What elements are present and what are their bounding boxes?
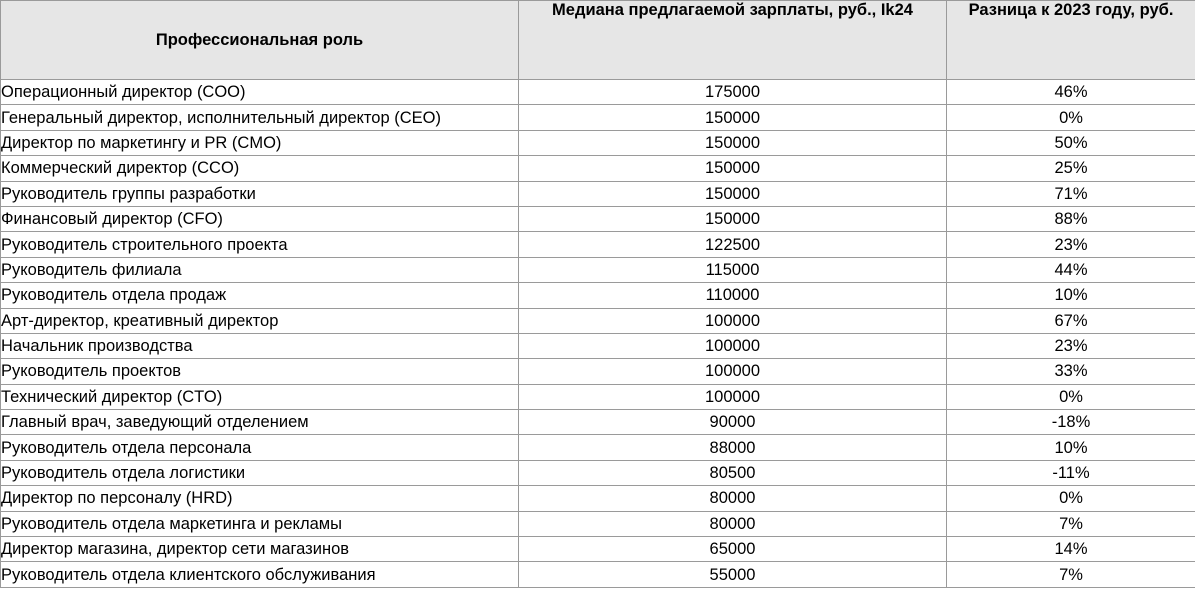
cell-salary: 175000 (519, 80, 947, 105)
table-row (1, 105, 1195, 130)
cell-diff: 71% (947, 181, 1195, 206)
cell-salary: 88000 (519, 435, 947, 460)
table-row (1, 333, 1195, 358)
cell-role: Руководитель отдела маркетинга и рекламы (1, 511, 519, 536)
table-row (1, 384, 1195, 409)
cell-role: Генеральный директор, исполнительный директор (CEO) (1, 105, 519, 130)
cell-salary: 100000 (519, 384, 947, 409)
cell-diff: 50% (947, 130, 1195, 155)
cell-salary: 100000 (519, 333, 947, 358)
cell-diff: -18% (947, 410, 1195, 435)
cell-role: Руководитель строительного проекта (1, 232, 519, 257)
cell-salary: 80000 (519, 511, 947, 536)
cell-salary: 150000 (519, 206, 947, 231)
cell-role: Руководитель проектов (1, 359, 519, 384)
cell-salary: 80500 (519, 460, 947, 485)
cell-salary: 150000 (519, 181, 947, 206)
cell-role: Руководитель группы разработки (1, 181, 519, 206)
cell-diff: 0% (947, 486, 1195, 511)
table-header (1, 1, 1195, 80)
table-row (1, 435, 1195, 460)
table-row (1, 257, 1195, 282)
cell-salary: 150000 (519, 156, 947, 181)
cell-diff: 23% (947, 232, 1195, 257)
cell-role: Главный врач, заведующий отделением (1, 410, 519, 435)
header-row (1, 1, 1195, 80)
cell-role: Финансовый директор (CFO) (1, 206, 519, 231)
table-row (1, 283, 1195, 308)
cell-salary: 100000 (519, 308, 947, 333)
cell-salary: 65000 (519, 537, 947, 562)
cell-role: Руководитель филиала (1, 257, 519, 282)
cell-diff: 7% (947, 511, 1195, 536)
header-diff: Разница к 2023 году, руб. (947, 1, 1195, 80)
cell-salary: 110000 (519, 283, 947, 308)
cell-role: Технический директор (CTO) (1, 384, 519, 409)
table-row (1, 130, 1195, 155)
cell-salary: 150000 (519, 130, 947, 155)
table-row (1, 232, 1195, 257)
cell-salary: 100000 (519, 359, 947, 384)
table-row (1, 359, 1195, 384)
cell-diff: 7% (947, 562, 1195, 587)
table-row (1, 562, 1195, 587)
table-row (1, 156, 1195, 181)
cell-diff: 0% (947, 384, 1195, 409)
cell-role: Коммерческий директор (CCO) (1, 156, 519, 181)
table-row (1, 460, 1195, 485)
cell-role: Начальник производства (1, 333, 519, 358)
cell-diff: 10% (947, 435, 1195, 460)
table-row (1, 80, 1195, 105)
table-row (1, 486, 1195, 511)
cell-diff: 0% (947, 105, 1195, 130)
table-row (1, 206, 1195, 231)
cell-role: Операционный директор (COO) (1, 80, 519, 105)
cell-salary: 115000 (519, 257, 947, 282)
table-row (1, 537, 1195, 562)
table-row (1, 308, 1195, 333)
cell-diff: 88% (947, 206, 1195, 231)
cell-role: Руководитель отдела логистики (1, 460, 519, 485)
table-row (1, 181, 1195, 206)
header-role: Профессиональная роль (1, 1, 519, 80)
cell-salary: 90000 (519, 410, 947, 435)
cell-diff: 44% (947, 257, 1195, 282)
table-row (1, 511, 1195, 536)
cell-role: Руководитель отдела клиентского обслуживания (1, 562, 519, 587)
cell-diff: 10% (947, 283, 1195, 308)
cell-role: Директор по маркетингу и PR (CMO) (1, 130, 519, 155)
cell-salary: 150000 (519, 105, 947, 130)
cell-diff: 25% (947, 156, 1195, 181)
cell-salary: 80000 (519, 486, 947, 511)
cell-diff: 67% (947, 308, 1195, 333)
cell-diff: -11% (947, 460, 1195, 485)
cell-salary: 122500 (519, 232, 947, 257)
cell-role: Руководитель отдела персонала (1, 435, 519, 460)
cell-salary: 55000 (519, 562, 947, 587)
cell-role: Руководитель отдела продаж (1, 283, 519, 308)
table-body (1, 80, 1195, 588)
cell-diff: 23% (947, 333, 1195, 358)
cell-role: Директор магазина, директор сети магазинов (1, 537, 519, 562)
cell-diff: 14% (947, 537, 1195, 562)
cell-diff: 46% (947, 80, 1195, 105)
header-salary: Медиана предлагаемой зарплаты, руб., Ik24 (519, 1, 947, 80)
cell-role: Арт-директор, креативный директор (1, 308, 519, 333)
table-row (1, 410, 1195, 435)
cell-diff: 33% (947, 359, 1195, 384)
cell-role: Директор по персоналу (HRD) (1, 486, 519, 511)
